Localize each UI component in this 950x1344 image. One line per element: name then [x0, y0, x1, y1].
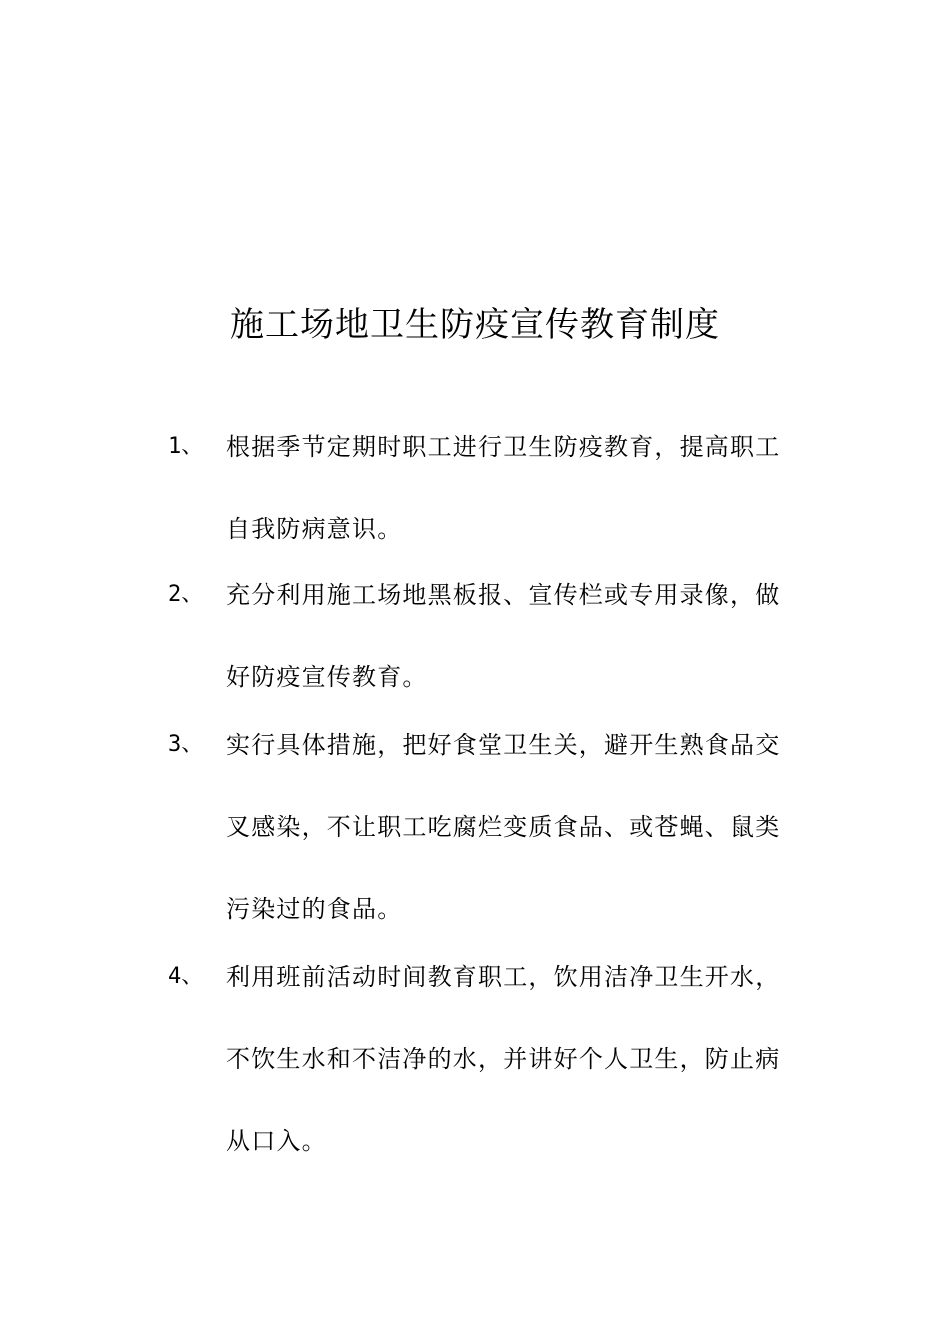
item-text-line: 自我防病意识。	[226, 515, 403, 543]
item-text-line: 从口入。	[226, 1127, 327, 1155]
item-text-line: 充分利用施工场地黑板报、宣传栏或专用录像，做	[226, 581, 781, 609]
document-title: 施工场地卫生防疫宣传教育制度	[230, 305, 720, 345]
item-number: 3、	[168, 732, 204, 757]
item-text-line: 好防疫宣传教育。	[226, 663, 428, 691]
item-text-line: 实行具体措施，把好食堂卫生关，避开生熟食品交	[226, 731, 781, 759]
item-text-line: 叉感染，不让职工吃腐烂变质食品、或苍蝇、鼠类	[226, 813, 781, 841]
item-text-line: 不饮生水和不洁净的水，并讲好个人卫生，防止病	[226, 1045, 781, 1073]
item-number: 2、	[168, 582, 204, 607]
item-text-line: 根据季节定期时职工进行卫生防疫教育，提高职工	[226, 433, 781, 461]
item-number: 4、	[168, 964, 204, 989]
item-number: 1、	[168, 434, 204, 459]
item-text-line: 利用班前活动时间教育职工，饮用洁净卫生开水，	[226, 963, 781, 991]
item-text-line: 污染过的食品。	[226, 895, 403, 923]
